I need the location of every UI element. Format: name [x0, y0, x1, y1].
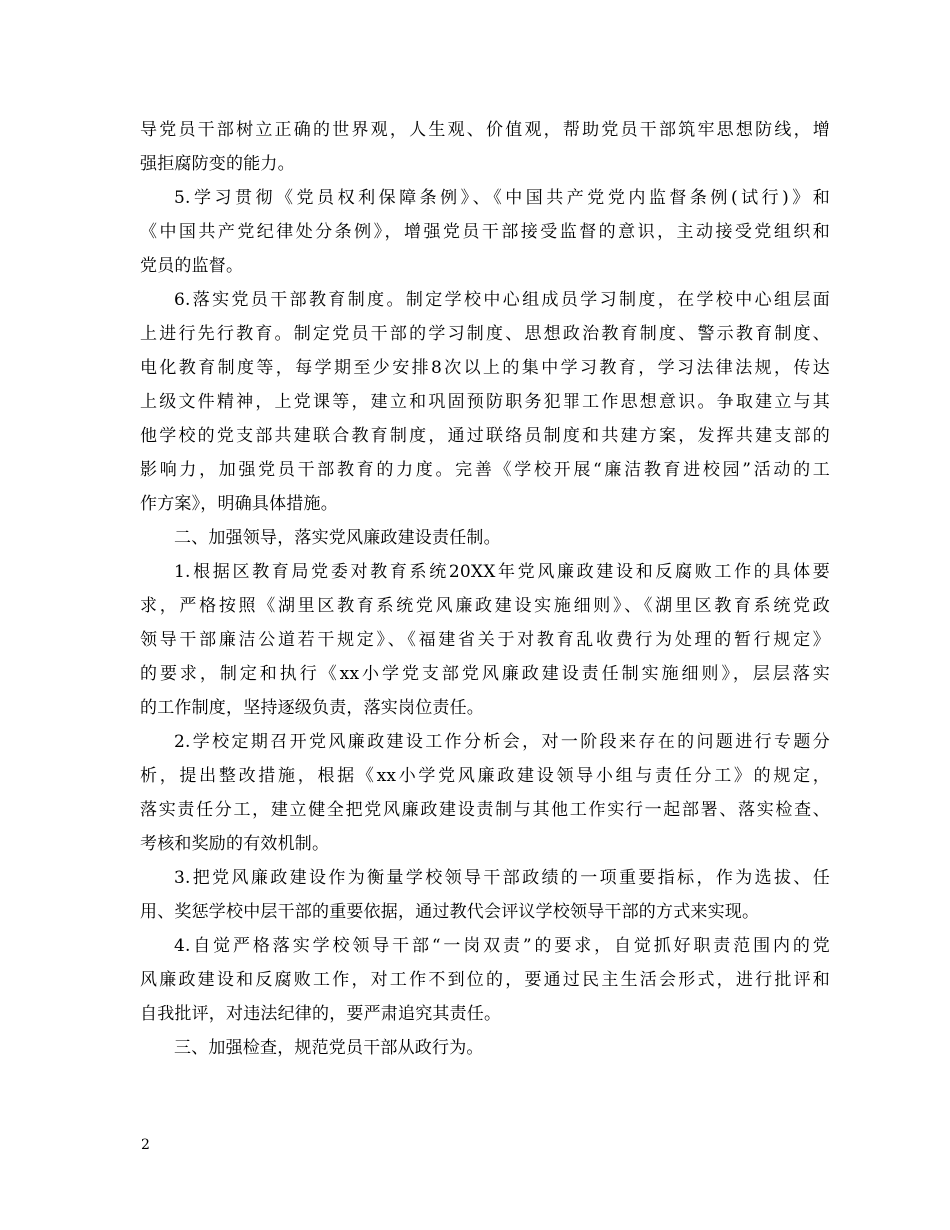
text-line: 求，严格按照《湖里区教育系统党风廉政建设实施细则》、《湖里区教育系统党政	[140, 596, 830, 616]
text-line: 风廉政建设和反腐败工作，对工作不到位的，要通过民主生活会形式，进行批评和	[140, 970, 830, 990]
text-line: 考核和奖励的有效机制。	[140, 834, 330, 854]
text-line: 他学校的党支部共建联合教育制度，通过联络员制度和共建方案，发挥共建支部的	[140, 426, 830, 446]
text-line: 6.落实党员干部教育制度。制定学校中心组成员学习制度，在学校中心组层面	[174, 290, 830, 310]
text-line: 的要求，制定和执行《xx小学党支部党风廉政建设责任制实施细则》，层层落实	[140, 664, 830, 684]
text-line: 强拒腐防变的能力。	[140, 154, 295, 174]
text-line: 影响力，加强党员干部教育的力度。完善《学校开展“廉洁教育进校园”活动的工	[140, 460, 830, 480]
text-line: 三、加强检查，规范党员干部从政行为。	[174, 1038, 484, 1058]
text-line: 作方案》，明确具体措施。	[140, 494, 338, 514]
text-line: 4.自觉严格落实学校领导干部“一岗双责”的要求，自觉抓好职责范围内的党	[174, 936, 830, 956]
text-line: 的工作制度，坚持逐级负责，落实岗位责任。	[140, 698, 484, 718]
text-line: 落实责任分工，建立健全把党风廉政建设责制与其他工作实行一起部署、落实检查、	[140, 800, 830, 820]
document-body	[140, 113, 830, 1065]
text-line: 上级文件精神，上党课等，建立和巩固预防职务犯罪工作思想意识。争取建立与其	[140, 392, 830, 412]
text-line: 导党员干部树立正确的世界观，人生观、价值观，帮助党员干部筑牢思想防线，增	[140, 120, 830, 140]
text-line: 析，提出整改措施，根据《xx小学党风廉政建设领导小组与责任分工》的规定，	[140, 766, 830, 786]
text-line: 领导干部廉洁公道若干规定》、《福建省关于对教育乱收费行为处理的暂行规定》	[140, 630, 830, 650]
text-line: 用、奖惩学校中层干部的重要依据，通过教代会评议学校领导干部的方式来实现。	[140, 902, 760, 922]
text-line: 上进行先行教育。制定党员干部的学习制度、思想政治教育制度、警示教育制度、	[140, 324, 830, 344]
page-number: 2	[141, 1137, 150, 1153]
text-line: 2.学校定期召开党风廉政建设工作分析会，对一阶段来存在的问题进行专题分	[174, 732, 830, 752]
text-line: 电化教育制度等，每学期至少安排8次以上的集中学习教育，学习法律法规，传达	[140, 358, 830, 378]
text-line: 5.学习贯彻《党员权利保障条例》、《中国共产党党内监督条例(试行)》和	[174, 188, 830, 208]
text-line: 自我批评，对违法纪律的，要严肃追究其责任。	[140, 1004, 502, 1024]
text-line: 《中国共产党纪律处分条例》，增强党员干部接受监督的意识，主动接受党组织和	[140, 222, 830, 242]
text-line: 党员的监督。	[140, 256, 244, 276]
text-line: 1.根据区教育局党委对教育系统20XX年党风廉政建设和反腐败工作的具体要	[174, 562, 830, 582]
text-line: 3.把党风廉政建设作为衡量学校领导干部政绩的一项重要指标，作为选拔、任	[174, 868, 830, 888]
text-line: 二、加强领导，落实党风廉政建设责任制。	[174, 528, 501, 548]
